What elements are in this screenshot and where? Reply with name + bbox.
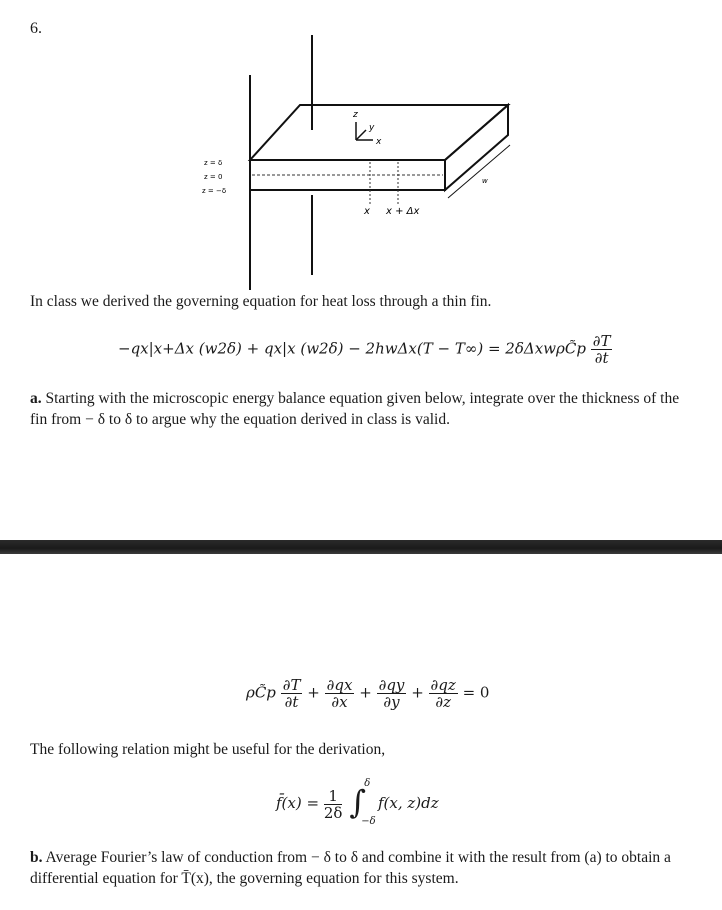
fin-side-face — [445, 105, 508, 190]
energy-balance-equation: ρC̃p $\frac{\partial T}{\partial t}$ + $\frac{\partial qx}{\partial x}$ + $\frac{\partial qy}{\partial y}$ + $\frac{\partial qz}{\partial z}$ = 0 — [246, 676, 490, 711]
energy-term-4-num: ∂qz — [430, 676, 456, 694]
intro-text: In class we derived the governing equation for heat loss through a thin fin. — [30, 293, 492, 310]
energy-term-3-den: ∂y — [383, 693, 400, 711]
section-divider — [0, 540, 722, 554]
axis-y — [356, 130, 366, 140]
relation-text: The following relation might be useful for the derivation, — [30, 741, 386, 758]
part-a-text: Starting with the microscopic energy balance equation given below, integrate over the thickness of the fin from − δ to δ to argue why the equation derived in class is valid. — [30, 390, 680, 428]
energy-prefix: ρC̃p — [246, 683, 276, 702]
width-dimension-line — [448, 145, 510, 198]
part-b-label: b. — [30, 849, 43, 866]
energy-term-1-den: ∂t — [284, 693, 299, 711]
part-b — [30, 847, 700, 889]
fin-equation-lhs: −qx|x+Δx (w2δ) + qx|x (w2δ) − 2hwΔx(T − T∞) = 2δΔxwρC̃p — [118, 339, 586, 358]
energy-term-1-num: ∂T — [282, 676, 301, 694]
fin-equation-rhs-numerator: ∂T — [592, 332, 611, 350]
part-a-label: a. — [30, 390, 42, 407]
average-coef-num: 1 — [324, 788, 343, 805]
integral-lower: −δ — [361, 816, 376, 827]
average-coef-den: 2δ — [323, 803, 343, 822]
z-label-bottom: z = −δ — [202, 187, 227, 195]
fin-equation-rhs-fraction — [591, 333, 613, 366]
x-dx-position-label: x + Δx — [386, 206, 420, 217]
question-number: 6. — [30, 20, 42, 37]
energy-term-2 — [325, 677, 355, 710]
energy-term-2-num: ∂qx — [326, 676, 353, 694]
average-lhs: f̄(x) = — [276, 794, 320, 812]
integral-sign: ∫ δ −δ — [349, 778, 376, 827]
energy-term-3-num: ∂qy — [378, 676, 405, 694]
energy-rhs: = 0 — [462, 683, 490, 702]
z-label-mid: z = 0 — [204, 173, 223, 181]
axis-y-label: y — [369, 123, 375, 133]
fin-governing-equation — [118, 333, 612, 366]
z-label-top: z = δ — [204, 159, 223, 167]
energy-term-3 — [377, 677, 407, 710]
integral-upper: δ — [364, 778, 371, 789]
width-label: w — [482, 177, 488, 185]
part-b-text: Average Fourier’s law of conduction from − δ to δ and combine it with the result from (a) to obtain a differential equation for T̄(x), the governing equation for this system. — [30, 849, 671, 887]
energy-term-4-den: ∂z — [435, 693, 452, 711]
energy-term-1 — [281, 677, 303, 710]
part-a — [30, 388, 690, 430]
x-position-label: x — [364, 206, 370, 217]
integrand: f(x, z)dz — [377, 794, 439, 812]
axis-x-label: x — [376, 137, 382, 147]
fin-equation-rhs-denominator: ∂t — [594, 349, 609, 367]
fin-top-face — [250, 105, 508, 160]
fin-diagram — [190, 30, 530, 290]
axis-z-label: z — [353, 110, 358, 120]
average-relation — [276, 778, 439, 827]
average-coefficient — [324, 788, 343, 821]
energy-term-2-den: ∂x — [331, 693, 348, 711]
energy-term-4 — [429, 677, 458, 710]
